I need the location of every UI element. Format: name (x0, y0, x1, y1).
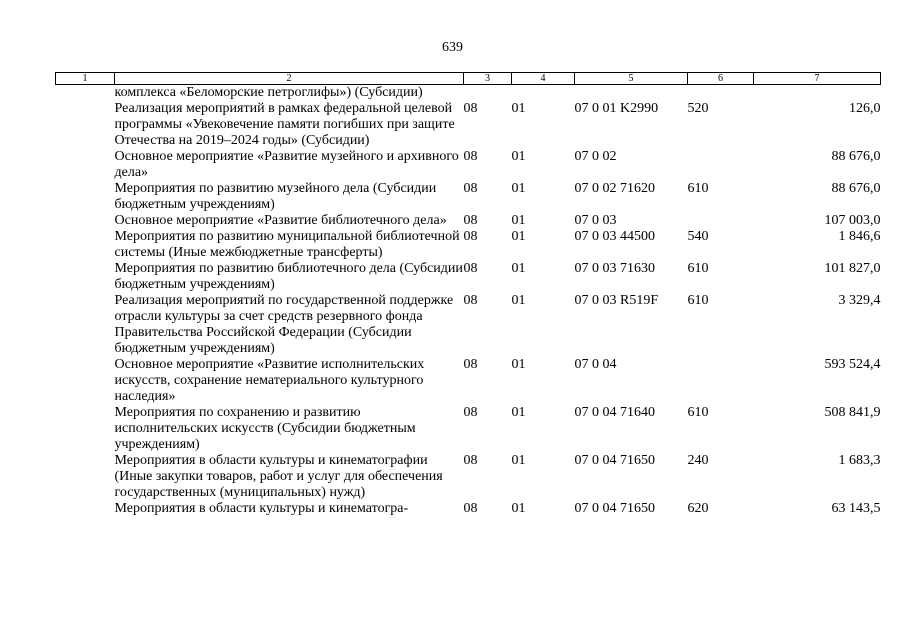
column-header-1: 1 (56, 73, 115, 85)
row-description: Основное мероприятие «Развитие музейного и архивного дела» (114, 149, 459, 180)
target-article-code: 07 0 03 71630 (574, 261, 655, 276)
expense-type-code: 610 (687, 405, 709, 420)
subsection-code (512, 85, 575, 102)
table-row (56, 229, 881, 261)
table-row (56, 453, 881, 501)
row-number-cell (56, 501, 115, 517)
row-description: Реализация мероприятий в рамках федеральной целевой программы «Увековечение памяти погибших при защите Отечества на 2019–2024 годы» (Субсидии) (114, 101, 455, 148)
expense-type-code: 610 (687, 293, 709, 308)
row-number-cell (56, 453, 115, 501)
section-code (464, 85, 512, 102)
subsection-code: 01 (511, 261, 526, 276)
subsection-code: 01 (511, 181, 526, 196)
table-row (56, 405, 881, 453)
amount-value: 1 846,6 (838, 229, 881, 244)
target-article-code: 07 0 02 (574, 149, 617, 164)
table-row (56, 261, 881, 293)
subsection-code: 01 (511, 149, 526, 164)
subsection-code: 01 (511, 101, 526, 116)
amount-value: 3 329,4 (838, 293, 881, 308)
subsection-code: 01 (511, 293, 526, 308)
amount-value: 593 524,4 (824, 357, 881, 372)
subsection-code: 01 (511, 229, 526, 244)
expense-type-code (688, 213, 754, 229)
expense-type-code: 610 (687, 261, 709, 276)
section-code: 08 (463, 101, 478, 116)
table-row (56, 85, 881, 102)
row-number-cell (56, 181, 115, 213)
row-number-cell (56, 85, 115, 102)
column-header-6: 6 (688, 73, 754, 85)
row-description: Реализация мероприятий по государственной поддержке отрасли культуры за счет средств резервного фонда Правительства Российской Федерации (Субсидии бюджетным учреждениям) (114, 293, 454, 356)
section-code: 08 (463, 293, 478, 308)
expense-type-code: 520 (687, 101, 709, 116)
column-header-2: 2 (115, 73, 464, 85)
subsection-code: 01 (511, 405, 526, 420)
row-number-cell (56, 101, 115, 149)
section-code: 08 (463, 149, 478, 164)
subsection-code: 01 (511, 453, 526, 468)
column-header-4: 4 (512, 73, 575, 85)
table-row (56, 213, 881, 229)
page-number: 639 (442, 40, 463, 55)
expense-type-code: 540 (687, 229, 709, 244)
table-row (56, 357, 881, 405)
row-description: Мероприятия по развитию библиотечного дела (Субсидии бюджетным учреждениям) (114, 261, 463, 292)
section-code: 08 (463, 181, 478, 196)
row-description: Мероприятия по развитию муниципальной библиотечной системы (Иные межбюджетные трансферты) (114, 229, 460, 260)
column-header-5: 5 (575, 73, 688, 85)
row-description: Мероприятия по сохранению и развитию исполнительских искусств (Субсидии бюджетным учреждениям) (114, 405, 416, 452)
budget-table (55, 72, 881, 517)
expense-type-code: 620 (687, 501, 709, 516)
row-description: Основное мероприятие «Развитие исполнительских искусств, сохранение нематериального культурного наследия» (114, 357, 425, 404)
section-code: 08 (463, 405, 478, 420)
row-number-cell (56, 213, 115, 229)
subsection-code: 01 (511, 501, 526, 516)
target-article-code: 07 0 03 44500 (574, 229, 655, 244)
section-code: 08 (463, 261, 478, 276)
column-header-3: 3 (464, 73, 512, 85)
target-article-code: 07 0 04 71650 (574, 453, 655, 468)
row-number-cell (56, 149, 115, 181)
amount-value: 101 827,0 (824, 261, 881, 276)
table-row (56, 501, 881, 517)
row-number-cell (56, 293, 115, 357)
expense-type-code: 240 (687, 453, 709, 468)
section-code: 08 (463, 213, 478, 228)
expense-type-code (688, 149, 754, 181)
expense-type-code: 610 (687, 181, 709, 196)
row-number-cell (56, 229, 115, 261)
row-description: Основное мероприятие «Развитие библиотечного дела» (114, 213, 447, 228)
amount-value: 126,0 (849, 101, 881, 116)
expense-type-code (688, 85, 754, 102)
table-row (56, 181, 881, 213)
table-row (56, 149, 881, 181)
row-description: Мероприятия в области культуры и кинематографии (Иные закупки товаров, работ и услуг для обеспечения государственных (муниципальных) нужд) (114, 453, 443, 500)
row-description: Мероприятия в области культуры и кинематогра- (114, 501, 409, 516)
row-number-cell (56, 405, 115, 453)
table-row (56, 101, 881, 149)
amount-value: 1 683,3 (838, 453, 881, 468)
amount-value (754, 85, 881, 102)
row-description: Мероприятия по развитию музейного дела (Субсидии бюджетным учреждениям) (114, 181, 437, 212)
amount-value: 88 676,0 (831, 181, 881, 196)
amount-value: 88 676,0 (831, 149, 881, 164)
section-code: 08 (463, 229, 478, 244)
table-row (56, 293, 881, 357)
expense-type-code (688, 357, 754, 405)
target-article-code: 07 0 03 (574, 213, 617, 228)
target-article-code (575, 85, 688, 102)
amount-value: 63 143,5 (831, 501, 881, 516)
target-article-code: 07 0 04 71650 (574, 501, 655, 516)
row-description: комплекса «Беломорские петроглифы») (Субсидии) (114, 85, 423, 100)
amount-value: 107 003,0 (824, 213, 881, 228)
column-header-7: 7 (754, 73, 881, 85)
target-article-code: 07 0 03 R519F (574, 293, 659, 308)
amount-value: 508 841,9 (824, 405, 881, 420)
target-article-code: 07 0 04 71640 (574, 405, 655, 420)
section-code: 08 (463, 357, 478, 372)
row-number-cell (56, 261, 115, 293)
target-article-code: 07 0 04 (574, 357, 617, 372)
subsection-code: 01 (511, 213, 526, 228)
target-article-code: 07 0 01 K2990 (574, 101, 659, 116)
column-number-row (56, 73, 881, 85)
target-article-code: 07 0 02 71620 (574, 181, 655, 196)
section-code: 08 (463, 453, 478, 468)
section-code: 08 (463, 501, 478, 516)
row-number-cell (56, 357, 115, 405)
subsection-code: 01 (511, 357, 526, 372)
